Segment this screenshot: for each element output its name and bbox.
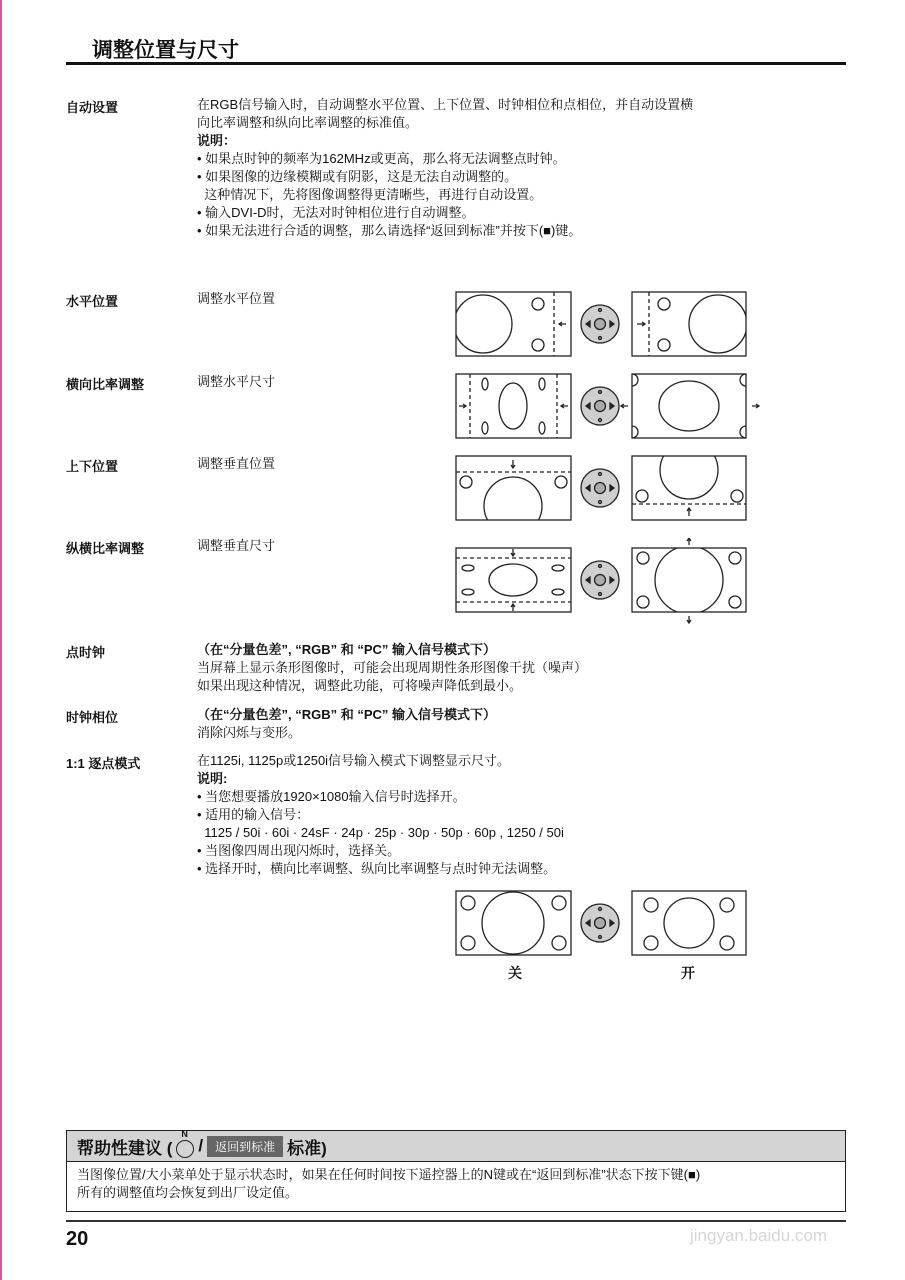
v-position-desc: 调整垂直位置 [197,456,276,471]
v-size-diagram [450,538,770,624]
dot-clock-text [197,641,587,695]
page-title: 调整位置与尺寸 [92,39,239,62]
label-auto-setup: 自动设置 [66,100,119,115]
on-caption: 开 [681,965,695,981]
dot-by-dot-diagram [450,887,770,961]
label-v-size: 纵横比率调整 [66,541,145,556]
v-size-desc: 调整垂直尺寸 [197,538,276,553]
text-line: 所有的调整值均会恢复到出厂设定值。 [77,1185,299,1200]
auto-setup-text [197,96,693,240]
watermark-url: jingyan.baidu.com [690,1226,828,1245]
note-item: • 当图像四周出现闪烁时，选择关。 [197,843,401,858]
text-line: 向比率调整和纵向比率调整的标准值。 [197,115,419,130]
hint-title-suffix: 标准) [287,1138,327,1158]
text-line: 如果出现这种情况，调整此功能，可将噪声降低到最小。 [197,678,523,693]
text-line: （在“分量色差”, “RGB” 和 “PC” 输入信号模式下） [197,642,497,657]
text-line: 当图像位置/大小菜单处于显示状态时，如果在任何时间按下遥控器上的N键或在“返回到标准”状态下按下键(■) [77,1167,701,1182]
title-rule [66,62,846,65]
hint-slash: / [198,1136,204,1155]
clock-phase-text [197,706,496,742]
helpful-hint-box [66,1130,846,1212]
text-line: 消除闪烁与变形。 [197,725,302,740]
note-item: • 选择开时，横向比率调整、纵向比率调整与点时钟无法调整。 [197,861,557,876]
note-item: 1125 / 50i · 60i · 24sF · 24p · 25p · 30p · 50p · 60p , 1250 / 50i [197,825,564,840]
h-size-diagram [450,370,770,444]
h-size-desc: 调整水平尺寸 [197,374,276,389]
page-edge [0,0,2,1280]
note-item: • 输入DVI-D时，无法对时钟相位进行自动调整。 [197,205,475,220]
n-key-icon [176,1129,194,1158]
note-item: • 如果图像的边缘模糊或有阴影，这是无法自动调整的。 [197,169,518,184]
note-item: • 适用的输入信号： [197,807,310,822]
label-dot-clock: 点时钟 [66,645,106,660]
label-v-position: 上下位置 [66,459,119,474]
page-number: 20 [66,1228,89,1250]
label-dot-by-dot: 1:1 逐点模式 [66,756,141,771]
v-position-diagram [450,452,770,526]
hint-title-text: 帮助性建议 ( [77,1138,173,1158]
text-line: 当屏幕上显示条形图像时，可能会出现周期性条形图像干扰（噪声） [197,660,588,675]
h-position-desc: 调整水平位置 [197,291,276,306]
h-position-diagram [450,288,770,362]
label-clock-phase: 时钟相位 [66,710,119,725]
helpful-hint-body [67,1162,845,1206]
n-key-label: N [181,1129,188,1139]
text-line: （在“分量色差”, “RGB” 和 “PC” 输入信号模式下） [197,707,497,722]
label-h-position: 水平位置 [66,294,119,309]
note-item: • 如果无法进行合适的调整，那么请选择“返回到标准”并按下(■)键。 [197,223,582,238]
label-h-size: 横向比率调整 [66,377,145,392]
note-item: 这种情况下，先将图像调整得更清晰些，再进行自动设置。 [197,187,543,202]
normalize-badge: 返回到标准 [207,1136,283,1157]
dot-by-dot-text [197,752,564,878]
off-caption: 关 [508,965,522,981]
note-item: • 当您想要播放1920×1080输入信号时选择开。 [197,789,466,804]
helpful-hint-title [67,1131,845,1162]
text-line: 在RGB信号输入时，自动调整水平位置、上下位置、时钟相位和点相位，并自动设置横 [197,97,694,112]
note-title: 说明: [197,771,228,786]
text-line: 在1125i, 1125p或1250i信号输入模式下调整显示尺寸。 [197,753,511,768]
footer-rule [66,1220,846,1222]
note-title: 说明： [197,133,237,148]
note-item: • 如果点时钟的频率为162MHz或更高，那么将无法调整点时钟。 [197,151,566,166]
